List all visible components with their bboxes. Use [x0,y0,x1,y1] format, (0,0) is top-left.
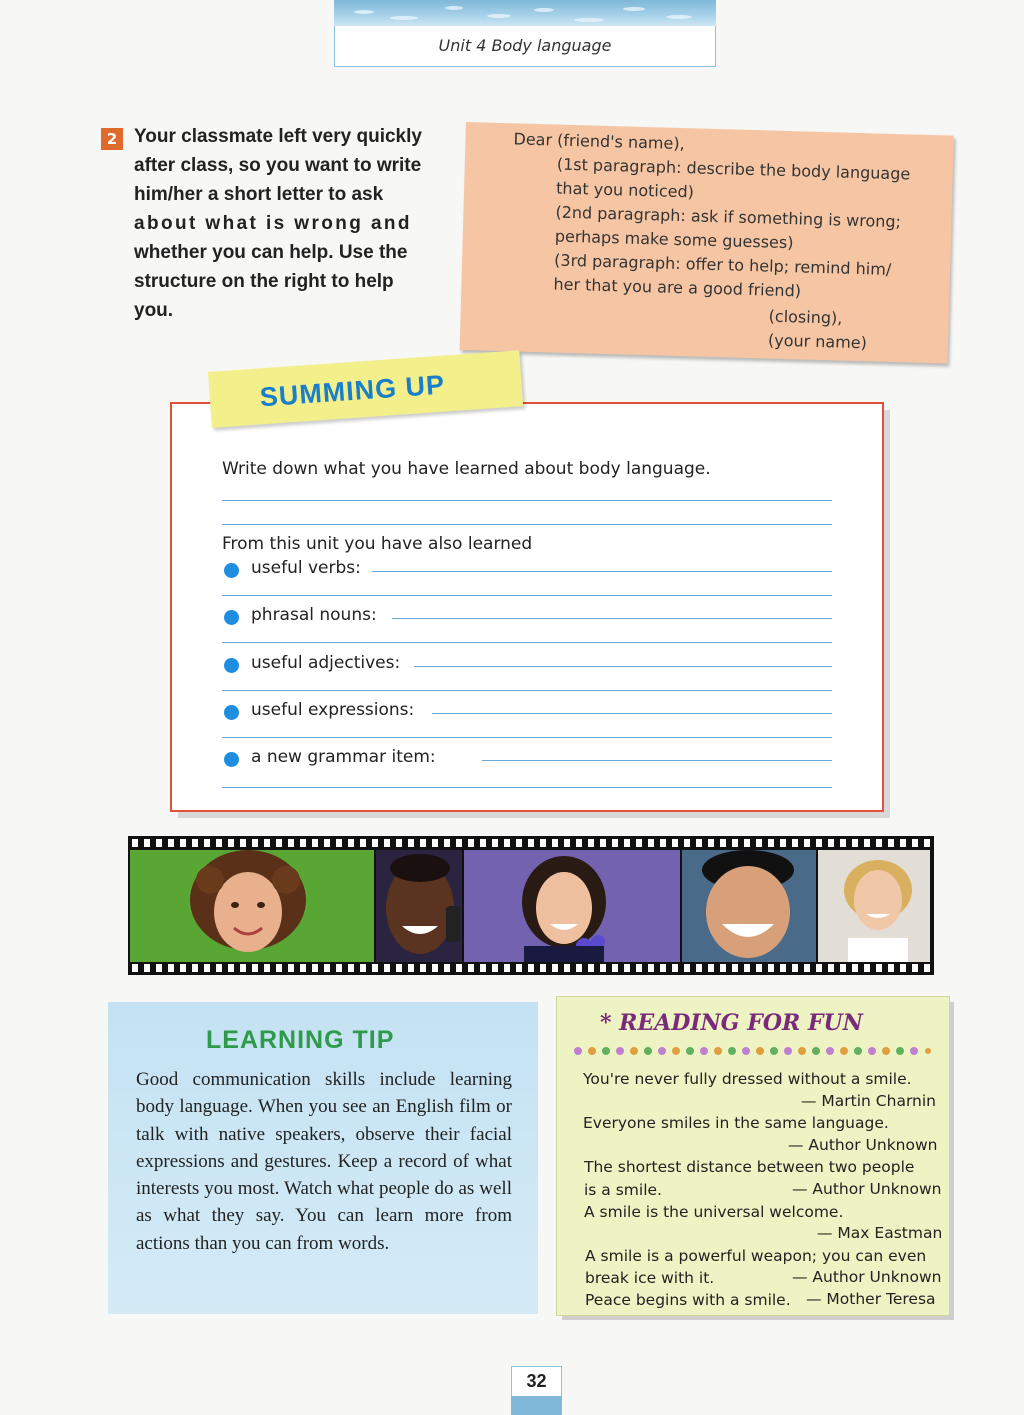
quote-text: The shortest distance between two people [584,1158,915,1176]
film-strip [128,836,934,975]
quote-author: — Mother Teresa [806,1290,936,1308]
writing-line[interactable] [222,737,832,738]
quote-author: — Martin Charnin [801,1092,937,1110]
learning-tip-title: LEARNING TIP [206,1026,395,1054]
letter-closing: (closing), [768,306,843,328]
letter-line: (1st paragraph: describe the body language [556,154,911,184]
bullet-icon [224,658,239,673]
quote-author: — Author Unknown [792,1180,942,1198]
smiling-man-phone-photo [376,850,462,962]
task-line: structure on the right to help [134,271,394,292]
film-perforations-bottom [132,964,930,973]
task-line: about what is wrong and [134,213,412,234]
letter-line: her that you are a good friend) [553,274,802,301]
quote-author: — Author Unknown [792,1268,942,1286]
bullet-icon [224,752,239,767]
writing-line-phrasal-nouns[interactable] [392,618,832,619]
letter-structure-note [460,122,954,364]
quote-text: Peace begins with a smile. [585,1291,791,1309]
writing-line[interactable] [222,642,832,643]
film-perforations-top [132,839,930,848]
learning-tip-text: Good communication skills include learning body language. When you see an English film or talk with native speakers, observe their facial expressions and gestures. Keep a record of what interests you most. Watch what people do as well as what they say. You can learn more from actions than you can from words. [136,1069,512,1254]
quote-author: — Author Unknown [788,1136,938,1154]
letter-line: that you noticed) [555,178,695,202]
quote-author: — Max Eastman [817,1224,943,1242]
task-line: Your classmate left very quickly [134,126,422,147]
quote-text-cont: break ice with it. [585,1269,715,1287]
writing-line-grammar[interactable] [482,760,832,761]
header-water-banner [334,0,716,26]
task-line: him/her a short letter to ask [134,184,384,205]
quote-text: A smile is the universal welcome. [584,1203,844,1221]
letter-signature: (your name) [767,330,868,353]
writing-line-verbs[interactable] [372,571,832,572]
laughing-boy-photo [682,850,816,962]
writing-line[interactable] [222,595,832,596]
smiling-woman-flowers-photo [464,850,680,962]
bullet-icon [224,705,239,720]
summing-up-prompt: Write down what you have learned about body language. [222,459,711,479]
unit-title: Unit 4 Body language [334,26,716,67]
task-line: whether you can help. Use the [134,242,408,263]
writing-line[interactable] [222,524,832,525]
quote-text: Everyone smiles in the same language. [583,1114,889,1132]
writing-line-expressions[interactable] [432,713,832,714]
item-label-verbs: useful verbs: [251,558,361,578]
smiling-bride-photo [818,850,930,962]
page-number-tab [511,1396,562,1415]
task-instructions [134,122,452,325]
letter-greeting: Dear (friend's name), [513,129,685,154]
writing-line-adjectives[interactable] [414,666,832,667]
task-line: you. [134,300,174,321]
letter-line: (3rd paragraph: offer to help; remind him/ [553,250,892,279]
bullet-icon [224,610,239,625]
task-line: after class, so you want to write [134,155,422,176]
also-learned-label: From this unit you have also learned [222,534,533,554]
writing-line[interactable] [222,690,832,691]
quote-text: A smile is a powerful weapon; you can even [585,1247,927,1265]
item-label-adjectives: useful adjectives: [251,653,401,673]
quote-text-cont: is a smile. [584,1181,662,1199]
reading-for-fun-title: * READING FOR FUN [600,1010,863,1036]
water-ripples-image [334,0,716,26]
flower-border-decoration [570,1044,932,1058]
summing-up-title: SUMMING UP [258,369,446,413]
quote-text: You're never fully dressed without a smile. [583,1070,912,1088]
task-number-badge: 2 [101,128,123,150]
item-label-grammar: a new grammar item: [251,747,436,767]
item-label-phrasal-nouns: phrasal nouns: [251,605,377,625]
writing-line[interactable] [222,787,832,788]
writing-line[interactable] [222,500,832,501]
item-label-expressions: useful expressions: [251,700,415,720]
bullet-icon [224,563,239,578]
page-number: 32 [511,1366,562,1397]
letter-line: (2nd paragraph: ask if something is wrong; [555,202,902,232]
letter-line: perhaps make some guesses) [554,226,794,253]
smiling-girl-curly-hair-photo [130,850,374,962]
